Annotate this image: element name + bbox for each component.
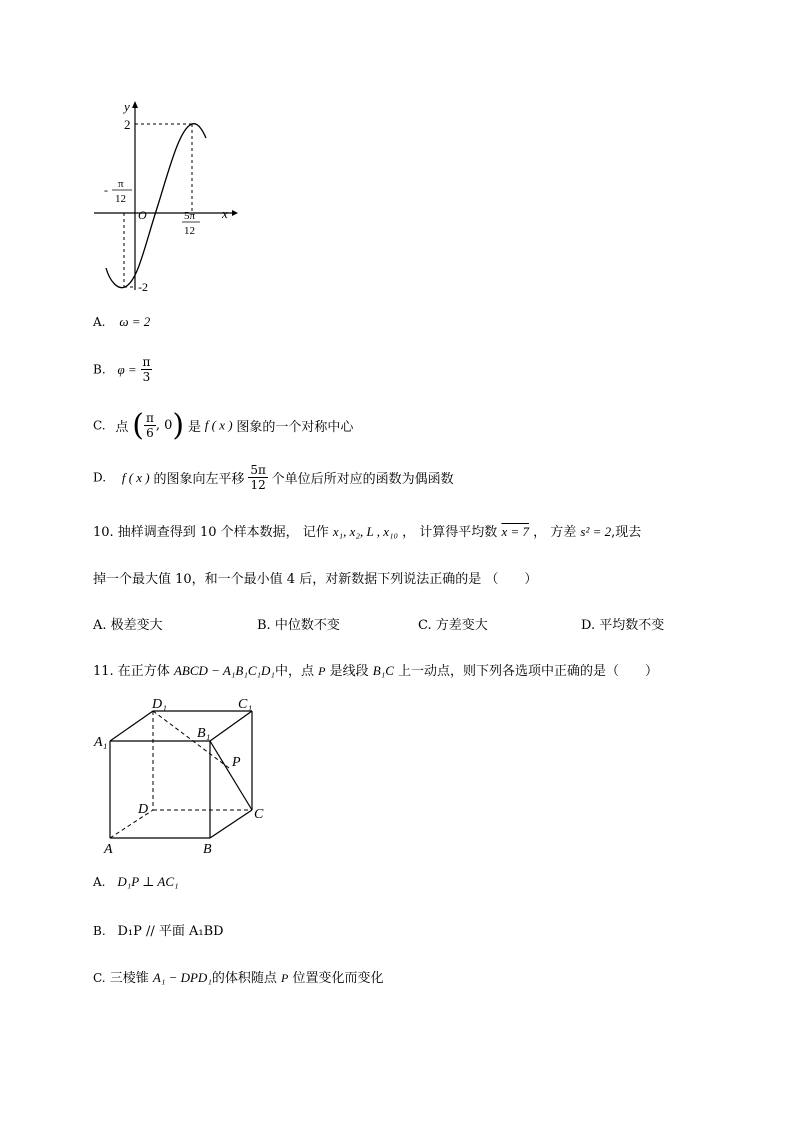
q9-option-c-tail: 图象的一个对称中心 — [236, 420, 354, 435]
label-a: A — [104, 842, 113, 857]
q10-stem-line2: 掉一个最大值 10，和一个最小值 4 后，对新数据下列说法正确的是 （ ） — [93, 572, 538, 587]
label-b1: B₁ — [197, 726, 211, 741]
q9-option-c-rparen: ) — [172, 408, 185, 443]
q10-option-d: D. 平均数不变 — [581, 618, 665, 633]
neg-pi-den: 12 — [115, 193, 126, 205]
label-b: B — [203, 842, 212, 857]
q11-stem-d: 上一动点，则下列各选项中正确的是（ ） — [398, 664, 659, 679]
label-c1: C₁ — [238, 697, 253, 712]
q9-option-c-label: C. — [93, 418, 106, 433]
q9-option-c-zero: , 0 — [155, 418, 173, 433]
q9-option-d-fraction — [248, 463, 268, 492]
q9-option-c-den: 6 — [146, 426, 154, 440]
q9-option-a-text: ω = 2 — [119, 314, 151, 329]
q9-option-b — [93, 355, 152, 384]
q9-option-b-fraction — [141, 355, 153, 384]
y-axis-label: y — [124, 99, 130, 114]
q9-option-c-func: f ( x ) — [204, 417, 233, 433]
q9-option-d-func: f ( x ) — [121, 469, 150, 485]
q9-option-c-lparen: ( — [132, 408, 144, 443]
q11-option-c-tail: 位置变化而变化 — [292, 971, 384, 986]
q9-option-b-num: π — [142, 355, 151, 369]
q11-option-a-text: D₁P ⊥ AC₁ — [117, 874, 179, 889]
label-d: D — [138, 802, 149, 817]
neg-pi-num: π — [118, 178, 124, 190]
q11-segment: B₁C — [372, 663, 394, 678]
q11-stem — [93, 660, 658, 679]
q10-stem-b: ， 计算得平均数 — [402, 525, 498, 540]
q9-option-a — [93, 314, 150, 330]
q9-option-d-num: 5π — [250, 463, 266, 477]
q10-variance: s² = 2 — [580, 524, 612, 539]
q11-point-p: P — [318, 664, 326, 678]
q9-option-d-den: 12 — [250, 478, 266, 492]
q10-stem-line1 — [93, 521, 641, 540]
q9-option-d-tail: 个单位后所对应的函数为偶函数 — [271, 472, 454, 487]
q11-option-c-pre: 三棱锥 — [109, 971, 149, 986]
edge-b1-c1 — [210, 711, 252, 741]
q11-option-b-label: B. — [93, 924, 106, 938]
label-p: P — [232, 755, 241, 770]
q11-stem-b: 中，点 — [274, 664, 314, 679]
q9-option-b-text: φ = — [117, 361, 137, 377]
five-pi-num: 5π — [184, 210, 196, 222]
q11-option-c-p: P — [281, 971, 289, 985]
sine-graph — [88, 98, 248, 298]
q10-option-c: C. 方差变大 — [418, 618, 488, 633]
neg-pi-minus: - — [104, 183, 108, 197]
q11-option-c-mid: 的体积随点 — [211, 971, 277, 986]
min-value-label: -2 — [138, 280, 148, 294]
q11-option-c — [93, 967, 384, 986]
q9-option-c-fraction — [144, 411, 156, 440]
q11-option-b-text: D₁P // 平面 A₁BD — [117, 924, 224, 939]
segment-d1-p-hidden — [153, 711, 229, 768]
q9-option-c-num: π — [145, 411, 154, 425]
q9-option-c-post: 是 — [187, 420, 201, 435]
five-pi-den: 12 — [184, 225, 195, 237]
sine-curve — [106, 124, 206, 288]
q11-stem-a: 11. 在正方体 — [93, 664, 170, 679]
q9-option-d-mid: 的图象向左平移 — [153, 472, 245, 487]
x-axis-arrow — [232, 210, 238, 216]
cube-figure — [90, 690, 280, 860]
q9-option-b-label: B. — [93, 362, 106, 377]
q9-option-a-label: A. — [93, 315, 106, 329]
q11-option-a — [93, 874, 179, 890]
q10-stem-a: 10. 抽样调查得到 10 个样本数据， 记作 — [93, 525, 329, 540]
q11-stem-c: 是线段 — [329, 664, 369, 679]
edge-b-c — [210, 810, 252, 838]
edge-a1-d1 — [110, 711, 153, 741]
origin-label: O — [138, 208, 147, 222]
y-axis-arrow — [132, 101, 138, 108]
label-d1: D₁ — [152, 697, 167, 712]
label-a1: A₁ — [94, 735, 108, 750]
q9-option-d — [93, 463, 454, 492]
q10-stem-c: ， 方差 — [533, 525, 577, 540]
max-value-label: 2 — [124, 117, 131, 132]
q10-mean: x = 7 — [501, 524, 529, 539]
label-c: C — [254, 807, 264, 822]
q9-option-c — [93, 408, 353, 443]
x-axis-label: x — [222, 206, 228, 221]
q9-option-b-den: 3 — [142, 370, 151, 384]
q11-option-c-math: A₁ − DPD₁ — [152, 970, 212, 985]
q9-option-c-pre: 点 — [115, 420, 129, 435]
q9-option-d-label: D. — [93, 470, 107, 485]
segment-b1-c — [210, 741, 252, 810]
q11-option-b — [93, 920, 224, 939]
q11-option-c-label: C. — [93, 971, 106, 985]
q11-cube: ABCD − A₁B₁C₁D₁ — [173, 663, 275, 678]
q11-option-a-label: A. — [93, 875, 106, 889]
q10-stem-d: ,现去 — [611, 525, 642, 540]
q10-option-b: B. 中位数不变 — [257, 618, 340, 633]
q10-sample-vars: x₁, x₂, L , x₁₀ — [332, 524, 399, 539]
q10-option-a: A. 极差变大 — [93, 618, 163, 633]
